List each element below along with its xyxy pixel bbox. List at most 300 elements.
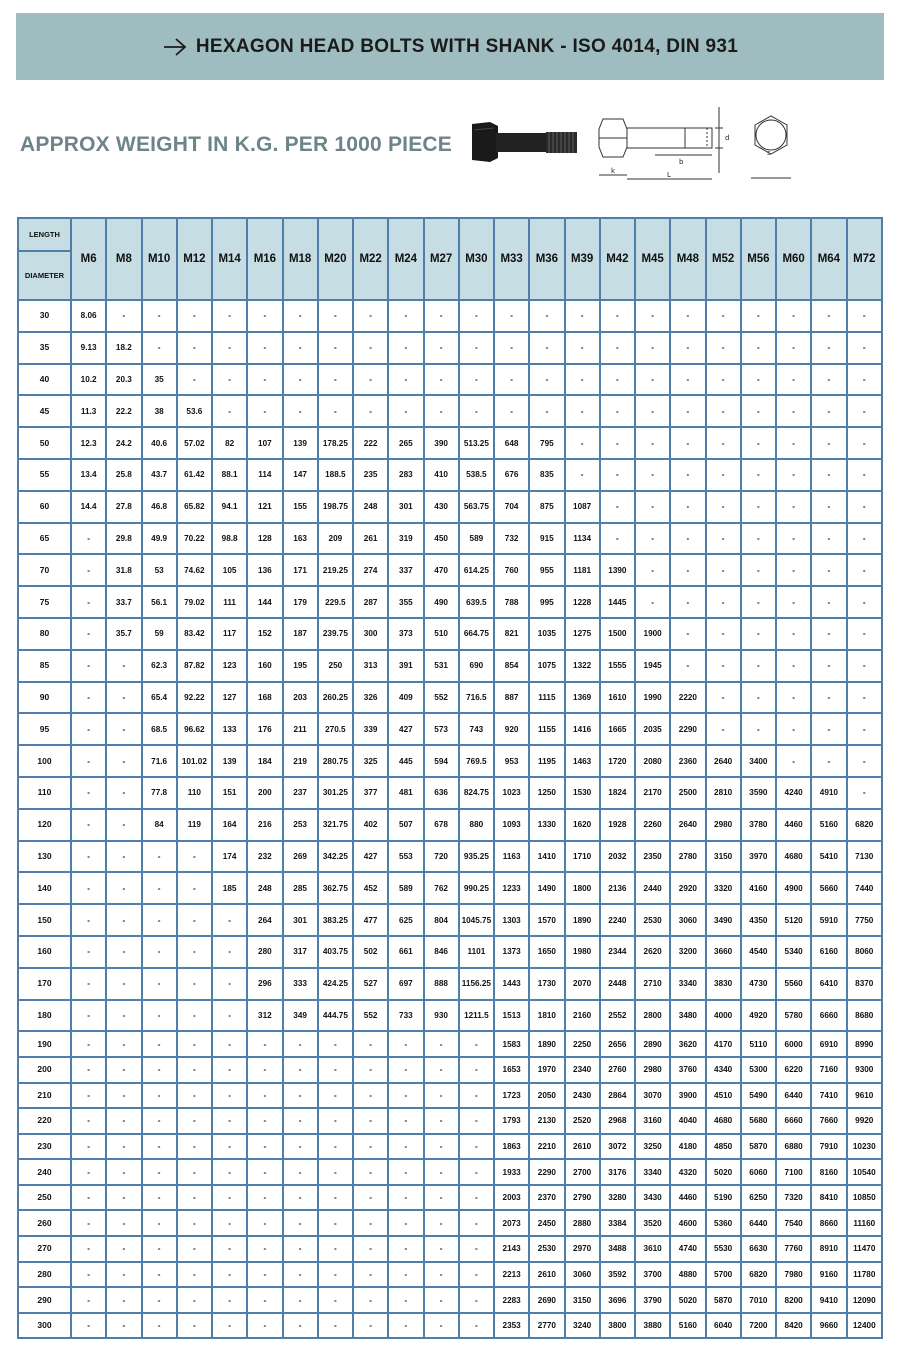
weight-cell: - <box>742 333 775 363</box>
weight-cell: 264 <box>248 905 281 935</box>
weight-cell: - <box>178 1109 211 1133</box>
weight-cell: 22.2 <box>107 396 140 426</box>
weight-cell: - <box>213 1109 246 1133</box>
weight-cell: 1610 <box>601 683 634 713</box>
weight-cell: - <box>178 1288 211 1312</box>
weight-cell: 6220 <box>777 1058 810 1082</box>
weight-cell: 3760 <box>671 1058 704 1082</box>
weight-cell: 82 <box>213 428 246 458</box>
weight-cell: - <box>248 365 281 395</box>
weight-cell: 4160 <box>742 873 775 903</box>
weight-cell: 1093 <box>495 810 528 840</box>
weight-cell: - <box>143 1211 176 1235</box>
weight-cell: - <box>460 1237 493 1261</box>
weight-cell: 94.1 <box>213 492 246 522</box>
length-cell: 40 <box>19 365 70 395</box>
weight-cell: - <box>495 396 528 426</box>
table-row <box>19 778 881 808</box>
weight-cell: 229.5 <box>319 587 352 617</box>
size-header: M72 <box>848 219 882 299</box>
weight-cell: 1101 <box>460 937 493 967</box>
weight-cell: 111 <box>213 587 246 617</box>
weight-cell: 1555 <box>601 651 634 681</box>
weight-cell: 3150 <box>707 842 740 872</box>
weight-cell: 155 <box>284 492 317 522</box>
length-cell: 240 <box>19 1160 70 1184</box>
weight-cell: 3780 <box>742 810 775 840</box>
weight-cell: 4180 <box>671 1135 704 1159</box>
weight-cell: 7750 <box>848 905 882 935</box>
weight-cell: 661 <box>389 937 422 967</box>
weight-cell: 114 <box>248 460 281 490</box>
weight-cell: - <box>671 428 704 458</box>
weight-cell: 402 <box>354 810 387 840</box>
weight-cell: - <box>460 333 493 363</box>
weight-cell: 920 <box>495 714 528 744</box>
weight-cell: 349 <box>284 1001 317 1031</box>
weight-cell: 1620 <box>566 810 599 840</box>
weight-cell: - <box>566 365 599 395</box>
weight-cell: - <box>319 1237 352 1261</box>
weight-cell: - <box>777 492 810 522</box>
weight-cell: - <box>566 301 599 331</box>
weight-cell: 450 <box>425 524 458 554</box>
weight-cell: - <box>284 1211 317 1235</box>
weight-cell: - <box>319 365 352 395</box>
weight-cell: 33.7 <box>107 587 140 617</box>
weight-cell: 144 <box>248 587 281 617</box>
weight-cell: 198.75 <box>319 492 352 522</box>
weight-cell: - <box>284 1237 317 1261</box>
weight-cell: - <box>284 1109 317 1133</box>
weight-cell: - <box>460 365 493 395</box>
title-banner <box>16 13 884 80</box>
weight-cell: 179 <box>284 587 317 617</box>
weight-cell: - <box>812 587 845 617</box>
weight-cell: 427 <box>389 714 422 744</box>
weight-cell: 880 <box>460 810 493 840</box>
weight-cell: 2353 <box>495 1314 528 1338</box>
weight-cell: 4510 <box>707 1084 740 1108</box>
weight-cell: - <box>72 1186 105 1210</box>
weight-cell: 513.25 <box>460 428 493 458</box>
weight-cell: 1890 <box>566 905 599 935</box>
weight-cell: 178.25 <box>319 428 352 458</box>
weight-cell: - <box>143 301 176 331</box>
weight-cell: - <box>72 587 105 617</box>
weight-cell: 1810 <box>530 1001 563 1031</box>
weight-cell: - <box>460 1058 493 1082</box>
size-header: M60 <box>777 219 810 299</box>
weight-cell: 321.75 <box>319 810 352 840</box>
weight-cell: 531 <box>425 651 458 681</box>
weight-cell: 87.82 <box>178 651 211 681</box>
weight-cell: - <box>848 714 882 744</box>
weight-cell: 445 <box>389 746 422 776</box>
weight-cell: - <box>495 301 528 331</box>
weight-cell: - <box>143 937 176 967</box>
weight-cell: - <box>143 1237 176 1261</box>
weight-cell: - <box>213 1186 246 1210</box>
weight-cell: 200 <box>248 778 281 808</box>
length-cell: 35 <box>19 333 70 363</box>
weight-cell: 232 <box>248 842 281 872</box>
weight-cell: - <box>248 301 281 331</box>
weight-cell: - <box>707 683 740 713</box>
length-cell: 140 <box>19 873 70 903</box>
weight-cell: 3200 <box>671 937 704 967</box>
size-header: M8 <box>107 219 140 299</box>
weight-cell: 40.6 <box>143 428 176 458</box>
weight-cell: - <box>107 1237 140 1261</box>
weight-cell: - <box>354 1109 387 1133</box>
weight-cell: - <box>72 1263 105 1287</box>
weight-cell: - <box>178 842 211 872</box>
weight-cell: 5910 <box>812 905 845 935</box>
weight-cell: - <box>460 1288 493 1312</box>
weight-cell: 333 <box>284 969 317 999</box>
weight-cell: - <box>143 969 176 999</box>
weight-cell: 43.7 <box>143 460 176 490</box>
weight-cell: 7440 <box>848 873 882 903</box>
weight-cell: 821 <box>495 619 528 649</box>
weight-cell: 29.8 <box>107 524 140 554</box>
weight-cell: 3070 <box>636 1084 669 1108</box>
weight-cell: 2970 <box>566 1237 599 1261</box>
weight-cell: - <box>460 1032 493 1056</box>
weight-cell: 2500 <box>671 778 704 808</box>
weight-cell: 74.62 <box>178 555 211 585</box>
size-header: M52 <box>707 219 740 299</box>
weight-cell: 7130 <box>848 842 882 872</box>
length-cell: 190 <box>19 1032 70 1056</box>
weight-cell: - <box>354 1237 387 1261</box>
weight-cell: 1500 <box>601 619 634 649</box>
weight-cell: - <box>319 1058 352 1082</box>
weight-cell: 209 <box>319 524 352 554</box>
weight-cell: - <box>72 524 105 554</box>
weight-cell: 1800 <box>566 873 599 903</box>
weight-cell: - <box>812 460 845 490</box>
weight-cell: - <box>284 1314 317 1338</box>
weight-cell: - <box>460 1211 493 1235</box>
weight-cell: 269 <box>284 842 317 872</box>
weight-cell: 337 <box>389 555 422 585</box>
weight-cell: - <box>566 460 599 490</box>
table-row <box>19 746 881 776</box>
weight-cell: 11.3 <box>72 396 105 426</box>
weight-cell: - <box>530 396 563 426</box>
weight-cell: - <box>566 333 599 363</box>
weight-cell: - <box>848 683 882 713</box>
weight-cell: 377 <box>354 778 387 808</box>
weight-cell: - <box>178 365 211 395</box>
weight-cell: - <box>671 524 704 554</box>
weight-cell: - <box>107 969 140 999</box>
weight-cell: 6040 <box>707 1314 740 1338</box>
weight-cell: - <box>425 1160 458 1184</box>
label-s: s <box>767 149 771 157</box>
weight-cell: 1303 <box>495 905 528 935</box>
weight-cell: - <box>707 428 740 458</box>
weight-cell: 2283 <box>495 1288 528 1312</box>
weight-cell: 139 <box>284 428 317 458</box>
weight-cell: - <box>107 1135 140 1159</box>
weight-cell: - <box>284 1058 317 1082</box>
weight-cell: 490 <box>425 587 458 617</box>
weight-cell: - <box>107 778 140 808</box>
table-row <box>19 714 881 744</box>
size-header: M16 <box>248 219 281 299</box>
weight-cell: 123 <box>213 651 246 681</box>
size-header: M18 <box>284 219 317 299</box>
weight-cell: - <box>284 301 317 331</box>
weight-cell: 8910 <box>812 1237 845 1261</box>
weight-cell: 762 <box>425 873 458 903</box>
weight-cell: 3340 <box>636 1160 669 1184</box>
weight-cell: - <box>213 1288 246 1312</box>
weight-cell: 2430 <box>566 1084 599 1108</box>
weight-cell: 2440 <box>636 873 669 903</box>
weight-cell: - <box>812 492 845 522</box>
weight-cell: - <box>389 1032 422 1056</box>
weight-cell: 594 <box>425 746 458 776</box>
weight-cell: - <box>777 714 810 744</box>
weight-cell: 287 <box>354 587 387 617</box>
table-row <box>19 619 881 649</box>
weight-cell: 470 <box>425 555 458 585</box>
weight-cell: 507 <box>389 810 422 840</box>
weight-cell: - <box>213 333 246 363</box>
weight-cell: - <box>601 396 634 426</box>
weight-cell: - <box>777 587 810 617</box>
weight-cell: 8.06 <box>72 301 105 331</box>
weight-cell: - <box>530 333 563 363</box>
table-row <box>19 873 881 903</box>
weight-cell: - <box>72 1314 105 1338</box>
weight-cell: 139 <box>213 746 246 776</box>
weight-cell: - <box>284 1160 317 1184</box>
weight-cell: - <box>72 1237 105 1261</box>
weight-cell: - <box>143 1032 176 1056</box>
weight-cell: 185 <box>213 873 246 903</box>
weight-cell: 49.9 <box>143 524 176 554</box>
weight-cell: 121 <box>248 492 281 522</box>
weight-cell: - <box>707 460 740 490</box>
weight-cell: 7660 <box>812 1109 845 1133</box>
weight-cell: 79.02 <box>178 587 211 617</box>
weight-cell: - <box>707 396 740 426</box>
weight-cell: 301 <box>389 492 422 522</box>
size-header: M14 <box>213 219 246 299</box>
weight-cell: 5870 <box>742 1135 775 1159</box>
weight-cell: 2810 <box>707 778 740 808</box>
weight-cell: 552 <box>354 1001 387 1031</box>
weight-cell: - <box>742 396 775 426</box>
weight-cell: 552 <box>425 683 458 713</box>
weight-cell: - <box>178 1001 211 1031</box>
weight-cell: - <box>248 396 281 426</box>
weight-cell: 163 <box>284 524 317 554</box>
weight-cell: 1723 <box>495 1084 528 1108</box>
table-row <box>19 1160 881 1184</box>
weight-cell: - <box>636 365 669 395</box>
weight-cell: - <box>389 301 422 331</box>
weight-cell: - <box>812 683 845 713</box>
weight-cell: - <box>389 1314 422 1338</box>
weight-cell: 589 <box>389 873 422 903</box>
weight-cell: - <box>636 428 669 458</box>
weight-cell: - <box>389 333 422 363</box>
weight-cell: 720 <box>425 842 458 872</box>
weight-cell: 2370 <box>530 1186 563 1210</box>
weight-cell: 8660 <box>812 1211 845 1235</box>
weight-cell: 3060 <box>671 905 704 935</box>
weight-cell: 25.8 <box>107 460 140 490</box>
length-cell: 80 <box>19 619 70 649</box>
weight-cell: - <box>213 1001 246 1031</box>
weight-cell: 676 <box>495 460 528 490</box>
weight-cell: 1330 <box>530 810 563 840</box>
diameter-header: DIAMETER <box>19 252 70 299</box>
weight-cell: - <box>107 301 140 331</box>
weight-cell: 6250 <box>742 1186 775 1210</box>
weight-cell: - <box>707 619 740 649</box>
weight-cell: 935.25 <box>460 842 493 872</box>
weight-cell: 1134 <box>566 524 599 554</box>
weight-cell: - <box>248 333 281 363</box>
weight-cell: - <box>707 492 740 522</box>
weight-cell: - <box>848 587 882 617</box>
size-header: M39 <box>566 219 599 299</box>
weight-cell: - <box>812 555 845 585</box>
weight-cell: 325 <box>354 746 387 776</box>
weight-cell: - <box>319 301 352 331</box>
weight-cell: - <box>777 651 810 681</box>
weight-cell: - <box>72 905 105 935</box>
weight-cell: - <box>566 428 599 458</box>
length-cell: 65 <box>19 524 70 554</box>
weight-cell: - <box>389 1237 422 1261</box>
weight-cell: - <box>354 1058 387 1082</box>
weight-cell: 3400 <box>742 746 775 776</box>
weight-cell: - <box>178 873 211 903</box>
weight-cell: - <box>848 619 882 649</box>
length-cell: 160 <box>19 937 70 967</box>
weight-cell: 239.75 <box>319 619 352 649</box>
weight-cell: 98.8 <box>213 524 246 554</box>
table-row <box>19 524 881 554</box>
weight-cell: - <box>777 460 810 490</box>
length-cell: 230 <box>19 1135 70 1159</box>
weight-cell: 1228 <box>566 587 599 617</box>
weight-cell: 2710 <box>636 969 669 999</box>
weight-cell: 1530 <box>566 778 599 808</box>
weight-cell: - <box>812 651 845 681</box>
weight-cell: - <box>213 396 246 426</box>
size-header: M6 <box>72 219 105 299</box>
weight-cell: - <box>425 396 458 426</box>
weight-cell: 70.22 <box>178 524 211 554</box>
weight-cell: 5300 <box>742 1058 775 1082</box>
weight-cell: 2880 <box>566 1211 599 1235</box>
weight-cell: 5120 <box>777 905 810 935</box>
weight-cell: - <box>213 1237 246 1261</box>
weight-cell: - <box>107 1160 140 1184</box>
weight-cell: - <box>143 1084 176 1108</box>
table-row <box>19 1032 881 1056</box>
weight-cell: 133 <box>213 714 246 744</box>
weight-cell: - <box>777 524 810 554</box>
weight-cell: 1970 <box>530 1058 563 1082</box>
weight-cell: 2032 <box>601 842 634 872</box>
weight-cell: - <box>248 1109 281 1133</box>
weight-cell: 211 <box>284 714 317 744</box>
weight-cell: 280.75 <box>319 746 352 776</box>
weight-cell: - <box>425 1263 458 1287</box>
weight-cell: - <box>284 1186 317 1210</box>
weight-cell: - <box>107 873 140 903</box>
weight-cell: 222 <box>354 428 387 458</box>
weight-cell: - <box>460 1186 493 1210</box>
weight-cell: 326 <box>354 683 387 713</box>
weight-cell: - <box>319 1109 352 1133</box>
weight-cell: 151 <box>213 778 246 808</box>
weight-cell: 915 <box>530 524 563 554</box>
weight-subtitle: APPROX WEIGHT IN K.G. PER 1000 PIECE <box>20 133 452 156</box>
weight-cell: - <box>107 905 140 935</box>
weight-cell: - <box>72 1109 105 1133</box>
weight-cell: - <box>72 651 105 681</box>
weight-cell: 1900 <box>636 619 669 649</box>
weight-cell: - <box>707 555 740 585</box>
weight-cell: 8060 <box>848 937 882 967</box>
weight-cell: 8370 <box>848 969 882 999</box>
length-cell: 110 <box>19 778 70 808</box>
weight-cell: 7410 <box>812 1084 845 1108</box>
size-header: M64 <box>812 219 845 299</box>
weight-cell: 301.25 <box>319 778 352 808</box>
weight-cell: - <box>248 1135 281 1159</box>
weight-cell: - <box>284 396 317 426</box>
weight-cell: 8200 <box>777 1288 810 1312</box>
weight-cell: 176 <box>248 714 281 744</box>
length-header: LENGTH <box>19 219 70 250</box>
weight-cell: 614.25 <box>460 555 493 585</box>
weight-cell: 1023 <box>495 778 528 808</box>
weight-cell: - <box>72 1211 105 1235</box>
weight-cell: 2344 <box>601 937 634 967</box>
table-row <box>19 842 881 872</box>
table-row <box>19 1135 881 1159</box>
weight-cell: 5560 <box>777 969 810 999</box>
length-cell: 90 <box>19 683 70 713</box>
weight-cell: - <box>671 587 704 617</box>
weight-cell: 219 <box>284 746 317 776</box>
weight-cell: 589 <box>460 524 493 554</box>
weight-cell: - <box>460 1160 493 1184</box>
weight-cell: - <box>248 1084 281 1108</box>
weight-cell: - <box>72 937 105 967</box>
weight-cell: 854 <box>495 651 528 681</box>
weight-cell: 6660 <box>812 1001 845 1031</box>
weight-cell: - <box>72 1058 105 1082</box>
weight-cell: - <box>143 1109 176 1133</box>
weight-cell: 430 <box>425 492 458 522</box>
weight-cell: 9920 <box>848 1109 882 1133</box>
weight-cell: 96.62 <box>178 714 211 744</box>
weight-cell: 1181 <box>566 555 599 585</box>
